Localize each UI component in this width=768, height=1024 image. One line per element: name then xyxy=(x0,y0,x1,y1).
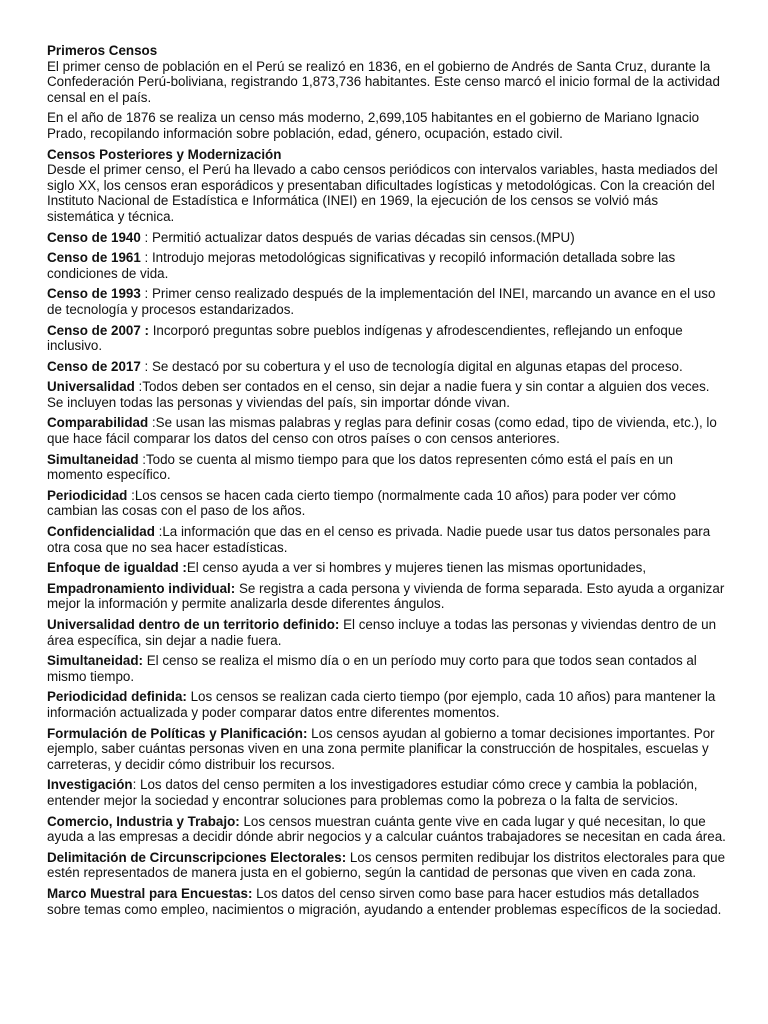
definition-list xyxy=(47,230,727,918)
paragraph: En el año de 1876 se realiza un censo más moderno, 2,699,105 habitantes en el gobierno de Mariano Ignacio Prado, recopilando información sobre población, edad, género, ocupación, estado civil. xyxy=(47,110,700,141)
item-description: :Todo se cuenta al mismo tiempo para que los datos representen cómo está el país en un momento específico. xyxy=(47,451,673,483)
list-item xyxy=(47,379,727,410)
item-description: : Los datos del censo permiten a los investigadores estudiar cómo crece y cambia la población, entender mejor la sociedad y encontrar soluciones para problemas como la pobreza o la falta de servicios. xyxy=(47,777,698,808)
list-item xyxy=(47,850,727,881)
list-item xyxy=(47,230,727,246)
item-description: : Introdujo mejoras metodológicas significativas y recopiló información detallada sobre las condiciones de vida. xyxy=(47,250,676,281)
item-term: Censo de 1940 xyxy=(47,229,141,245)
item-term: Empadronamiento individual: xyxy=(47,580,236,596)
item-term: Universalidad xyxy=(47,379,135,395)
item-description: El censo ayuda a ver si hombres y mujeres tienen las mismas oportunidades, xyxy=(186,560,647,576)
item-description: :Se usan las mismas palabras y reglas para definir cosas (como edad, tipo de vivienda, etc.), lo que hace fácil comparar los datos del censo con otros países o con censos anteriores. xyxy=(47,415,717,447)
item-term: Confidencialidad xyxy=(47,524,155,540)
item-term: Investigación xyxy=(47,777,133,793)
document-body xyxy=(47,43,727,922)
list-item xyxy=(47,524,727,555)
list-item xyxy=(47,886,727,917)
item-term: Simultaneidad: xyxy=(47,653,143,669)
item-description: :Todos deben ser contados en el censo, sin dejar a nadie fuera y sin contar a alguien dos veces. Se incluyen todas las personas y viviendas del país, sin importar dónde vivan. xyxy=(47,379,710,410)
item-description: : Primer censo realizado después de la implementación del INEI, marcando un avance en el uso de tecnología y procesos estandarizados. xyxy=(47,286,716,317)
item-term: Censo de 2007 : xyxy=(47,322,149,338)
item-description: El censo se realiza el mismo día o en un período muy corto para que todos sean contados al mismo tiempo. xyxy=(47,653,697,684)
item-term: Censo de 1961 xyxy=(47,250,141,266)
list-item xyxy=(47,488,727,519)
list-item xyxy=(47,359,727,375)
paragraph: Desde el primer censo, el Perú ha llevado a cabo censos periódicos con intervalos variables, hasta mediados del siglo XX, los censos eran esporádicos y presentaban dificultades logísticas y metodológicas. Con la creación del Instituto Nacional de Estadística e Informática (INEI) en 1969, la ejecución de los censos se volvió más sistemática y técnica. xyxy=(47,162,718,224)
item-term: Periodicidad xyxy=(47,487,128,503)
section-primeros-censos xyxy=(47,43,727,142)
item-term: Marco Muestral para Encuestas: xyxy=(47,885,253,901)
item-term: Universalidad dentro de un territorio definido: xyxy=(47,617,340,632)
item-term: Simultaneidad xyxy=(47,451,139,467)
item-description: : Se destacó por su cobertura y el uso de tecnología digital en algunas etapas del proceso. xyxy=(140,358,683,374)
item-description: Los censos se realizan cada cierto tiempo (por ejemplo, cada 10 años) para mantener la información actualizada y poder comparar datos entre diferentes momentos. xyxy=(47,689,716,720)
section-heading: Primeros Censos xyxy=(47,43,158,58)
item-description: Los censos muestran cuánta gente vive en cada lugar y qué necesitan, lo que ayuda a las empresas a decidir dónde abrir negocios y a calcular cuántos trabajadores se necesitan en cada área. xyxy=(47,813,726,845)
item-description: : Permitió actualizar datos después de varias décadas sin censos.(MPU) xyxy=(140,229,575,245)
item-description: Los censos permiten redibujar los distritos electorales para que estén representados de manera justa en el gobierno, según la cantidad de personas que viven en cada zona. xyxy=(47,849,726,881)
item-description: :La información que das en el censo es privada. Nadie puede usar tus datos personales para otra cosa que no sea hacer estadísticas. xyxy=(47,524,711,555)
item-term: Censo de 1993 xyxy=(47,286,141,302)
paragraph: El primer censo de población en el Perú se realizó en 1836, en el gobierno de Andrés de Santa Cruz, durante la Confederación Perú-boliviana, registrando 1,873,736 habitantes. Este censo marcó el inicio formal de la actividad censal en el país. xyxy=(47,58,720,105)
item-term: Periodicidad definida: xyxy=(47,689,187,705)
list-item xyxy=(47,452,727,483)
item-term: Comercio, Industria y Trabajo: xyxy=(47,813,240,829)
item-description: Los censos ayudan al gobierno a tomar decisiones importantes. Por ejemplo, saber cuántas personas viven en una zona permite planificar la construcción de hospitales, escuelas y carreteras, y decidir cómo distribuir los recursos. xyxy=(47,725,715,772)
item-description: Los datos del censo sirven como base para hacer estudios más detallados sobre temas como empleo, nacimientos o migración, ayudando a entender problemas específicos de la sociedad. xyxy=(47,885,722,917)
list-item xyxy=(47,286,727,317)
section-censos-posteriores xyxy=(47,147,727,225)
item-term: Comparabilidad xyxy=(47,415,149,431)
list-item xyxy=(47,415,727,446)
list-item xyxy=(47,689,727,720)
section-heading: Censos Posteriores y Modernización xyxy=(47,146,282,162)
item-description: Incorporó preguntas sobre pueblos indígenas y afrodescendientes, reflejando un enfoque inclusivo. xyxy=(47,322,683,354)
item-description: Se registra a cada persona y vivienda de forma separada. Esto ayuda a organizar mejor la información y permite analizarla desde diferentes ángulos. xyxy=(47,580,725,612)
item-term: Formulación de Políticas y Planificación: xyxy=(47,725,308,741)
list-item xyxy=(47,560,727,576)
list-item xyxy=(47,581,727,612)
list-item xyxy=(47,777,727,808)
item-description: :Los censos se hacen cada cierto tiempo (normalmente cada 10 años) para poder ver cómo cambian las cosas con el paso de los años. xyxy=(47,487,676,519)
list-item xyxy=(47,250,727,281)
list-item xyxy=(47,617,727,648)
list-item xyxy=(47,323,727,354)
list-item xyxy=(47,653,727,684)
list-item xyxy=(47,814,727,845)
list-item xyxy=(47,726,727,773)
item-term: Delimitación de Circunscripciones Electorales: xyxy=(47,849,347,865)
item-term: Enfoque de igualdad : xyxy=(47,560,187,576)
item-description: El censo incluye a todas las personas y viviendas dentro de un área específica, sin dejar a nadie fuera. xyxy=(47,617,717,648)
item-term: Censo de 2017 xyxy=(47,358,141,374)
